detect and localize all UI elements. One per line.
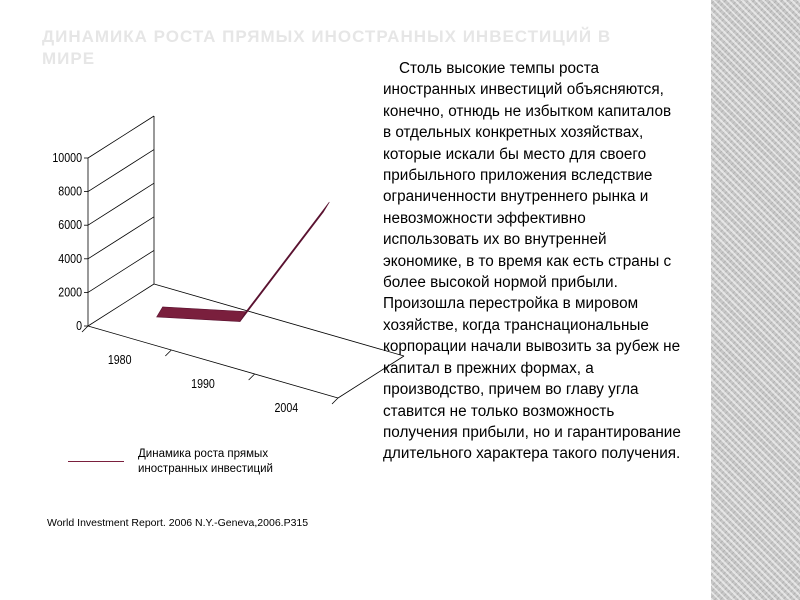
slide-title: ДИНАМИКА РОСТА ПРЯМЫХ ИНОСТРАННЫХ ИНВЕСТИЦИЙ В МИРЕ [42,27,612,68]
source-citation: World Investment Report. 2006 N.Y.-Geneva,2006.P315 [47,517,309,529]
x-tick-mark-2 [249,374,255,380]
gridline-0 [88,284,154,326]
y-tick-label-8000: 8000 [58,183,83,199]
floor-back-edge [154,284,404,356]
y-tick-label-0: 0 [76,317,83,334]
y-tick-label-6000: 6000 [58,217,83,233]
legend-label: Динамика роста прямых иностранных инвестиций [138,448,273,475]
x-tick-mark-3 [332,398,338,404]
gridline-10000 [88,116,154,158]
x-tick-label-1980: 1980 [107,351,132,368]
x-tick-label-2004: 2004 [274,399,299,416]
x-tick-label-1990: 1990 [191,375,215,392]
y-tick-label-4000: 4000 [58,250,83,267]
y-tick-label-10000: 10000 [52,149,83,166]
x-tick-mark-1 [165,350,171,356]
gridline-6000 [88,183,154,225]
decorative-side-stripe [711,0,800,600]
series-segment-1990-2004 [240,202,329,322]
x-tick-mark-0 [82,326,88,332]
gridline-8000 [88,150,154,192]
y-tick-label-2000: 2000 [58,284,83,300]
legend-line-swatch [68,461,124,462]
series-segment-1980-1990 [157,307,246,322]
gridline-4000 [88,217,154,259]
gridline-2000 [88,250,154,292]
body-paragraph: Столь высокие темпы роста иностранных инвестиций объясняются, конечно, отнюдь не избытком капиталов в отдельных конкретных хозяйствах, которые искали бы место для своего прибыльного приложения вследствие ограниченности внутреннего рынка и невозможности эффективно использовать их во внутренней экономике, в то время как есть страны с более высокой нормой прибыли. Произошла перестройка в мировом хозяйстве, когда транснациональные корпорации начали вывозить за рубеж не капитал в прежних формах, а производство, причем во главу угла ставится не только возможность получения прибыли, но и гарантирование длительного характера такого получения. [383,60,681,463]
